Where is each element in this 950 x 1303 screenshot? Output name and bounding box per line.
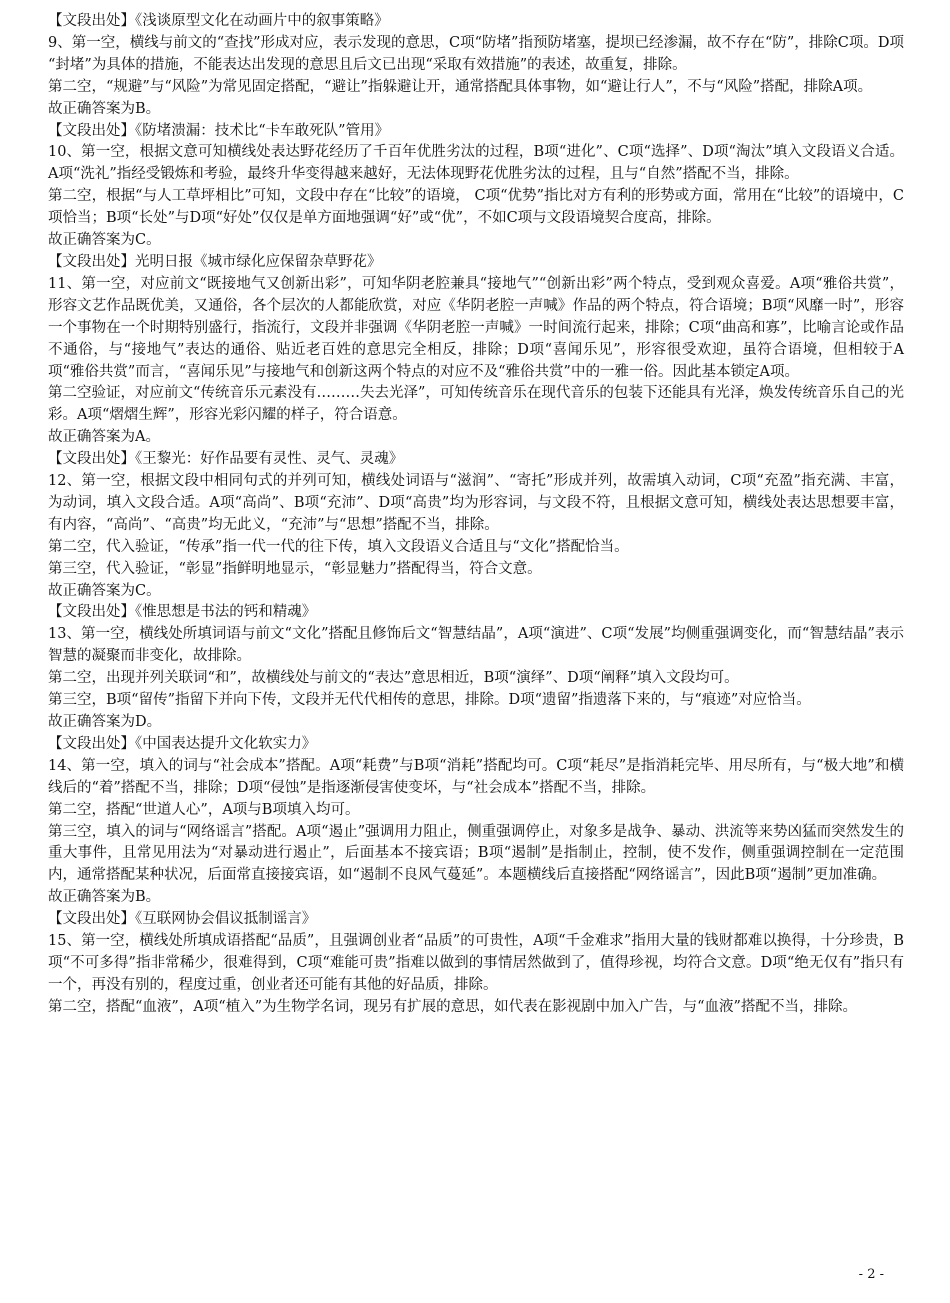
answer-conclusion: 故正确答案为D。 xyxy=(48,714,162,730)
answer-conclusion: 故正确答案为B。 xyxy=(48,100,161,117)
source-line: 【文段出处】《中国表达提升文化软实力》 xyxy=(48,735,317,752)
answer-conclusion: 故正确答案为B。 xyxy=(48,889,161,906)
answer-explanation: 第二空，搭配“世道人心”，A项与B项填入均可。 xyxy=(48,801,360,818)
answer-conclusion: 故正确答案为A。 xyxy=(48,429,160,446)
answer-explanation: 14、第一空，填入的词与“社会成本”搭配。A项“耗费”与B项“消耗”搭配均可。C项“耗尽”是指消耗完毕、用尽所有，与“极大地”和横线后的“着”搭配不当，排除；D项“侵蚀”是指逐渐侵害使变坏，与“社会成本”搭配不当，排除。 xyxy=(48,757,904,796)
source-line: 【文段出处】《王黎光：好作品要有灵性、灵气、灵魂》 xyxy=(48,451,404,468)
source-line: 【文段出处】《浅谈原型文化在动画片中的叙事策略》 xyxy=(48,13,389,29)
answer-explanation: 15、第一空，横线处所填成语搭配“品质”，且强调创业者“品质”的可贵性，A项“千金难求”指用大量的钱财都难以换得，十分珍贵，B项“不可多得”指非常稀少，很难得到，C项“难能可贵”指难以做到的事情居然做到了，值得珍视，均符合文意。D项“绝无仅有”指只有一个，再没有别的，程度过重，创业者还可能有其他的好品质，排除。 xyxy=(48,933,904,993)
source-line: 【文段出处】《互联网协会倡议抵制谣言》 xyxy=(48,911,317,928)
answer-explanation: 第三空，代入验证，“彰显”指鲜明地显示，“彰显魅力”搭配得当，符合文意。 xyxy=(48,560,542,577)
page-number: - 2 - xyxy=(858,1267,884,1282)
source-line: 【文段出处】《防堵溃漏：技术比“卡车敢死队”管用》 xyxy=(48,122,390,139)
answer-explanation: 第二空，代入验证，“传承”指一代一代的往下传，填入文段语义合适且与“文化”搭配恰当。 xyxy=(48,538,629,555)
answer-explanation: 13、第一空，横线处所填词语与前文“文化”搭配且修饰后文“智慧结晶”，A项“演进”、C项“发展”均侧重强调变化，而“智慧结晶”表示智慧的凝聚而非变化，故排除。 xyxy=(48,626,904,665)
answer-explanation: 第二空，根据“与人工草坪相比”可知，文段中存在“比较”的语境， C项“优势”指比对方有利的形势或方面，常用在“比较”的语境中，C项恰当；B项“长处”与D项“好处”仅仅是单方面地强调“好”或“优”，不如C项与文段语境契合度高，排除。 xyxy=(48,188,904,227)
answer-explanation: 第二空，搭配“血液”，A项“植入”为生物学名词，现另有扩展的意思，如代表在影视剧中加入广告，与“血液”搭配不当，排除。 xyxy=(48,998,857,1015)
answer-explanation: 9、第一空，横线与前文的“查找”形成对应，表示发现的意思，C项“防堵”指预防堵塞，提坝已经渗漏，故不存在“防”，排除C项。D项 “封堵”为具体的措施，不能表达出发现的意思且后文已出现“采取有效措施”的表述，故重复，排除。 xyxy=(48,34,905,73)
answer-explanation: 11、第一空，对应前文“既接地气又创新出彩”，可知华阴老腔兼具“接地气”“创新出彩”两个特点，受到观众喜爱。A项“雅俗共赏”，形容文艺作品既优美，又通俗，各个层次的人都能欣赏，对应《华阴老腔一声喊》作品的两个特点，符合语境；B项“风靡一时”，形容一个事物在一个时期特别盛行，指流行，文段并非强调《华阴老腔一声喊》一时间流行起来，排除；C项“曲高和寡”，比喻言论或作品不通俗，与“接地气”表达的通俗、贴近老百姓的意思完全相反，排除；D项“喜闻乐见”，形容很受欢迎，虽符合语境，但相较于A项“雅俗共赏”而言，“喜闻乐见”与接地气和创新这两个特点的对应不及“雅俗共赏”中的一雅一俗。因此基本锁定A项。 xyxy=(48,275,904,380)
answer-conclusion: 故正确答案为C。 xyxy=(48,582,161,599)
answer-explanation: 第三空，B项“留传”指留下并向下传，文段并无代代相传的意思，排除。D项“遗留”指遗落下来的，与“痕迹”对应恰当。 xyxy=(48,692,811,709)
answer-explanation: 12、第一空，根据文段中相同句式的并列可知，横线处词语与“滋润”、“寄托”形成并列，故需填入动词，C项“充盈”指充满、丰富，为动词，填入文段合适。A项“高尚”、B项“充沛”、D项“高贵”均为形容词，与文段不符，且根据文意可知，横线处表达思想要丰富，有内容，“高尚”、“高贵”均无此义，“充沛”与“思想”搭配不当，排除。 xyxy=(48,473,904,533)
answer-explanation: 10、第一空，根据文意可知横线处表达野花经历了千百年优胜劣汰的过程，B项“进化”、C项“选择”、D项“淘汰”填入文段语义合适。A项“洗礼”指经受锻炼和考验，最终升华变得越来越好，无法体现野花优胜劣汰的过程，且与“自然”搭配不当，排除。 xyxy=(48,144,904,183)
source-line: 【文段出处】光明日报《城市绿化应保留杂草野花》 xyxy=(48,253,382,270)
answer-explanation: 第三空，填入的词与“网络谣言”搭配。A项“遏止”强调用力阻止，侧重强调停止，对象多是战争、暴动、洪流等来势凶猛而突然发生的重大事件，且常见用法为“对暴动进行遏止”，后面基本不接宾语；B项“遏制”是指制止，控制，使不发作，侧重强调控制在一定范围内，通常搭配某种状况，后面常直接接宾语，如“遏制不良风气蔓延”。本题横线后直接搭配“网络谣言”，因此B项“遏制”更加准确。 xyxy=(48,823,904,884)
answer-explanation: 第二空，出现并列关联词“和”，故横线处与前文的“表达”意思相近，B项“演绎”、D项“阐释”填入文段均可。 xyxy=(48,670,739,687)
answer-explanation: 第二空验证，对应前文“传统音乐元素没有………失去光泽”，可知传统音乐在现代音乐的包装下还能具有光泽，焕发传统音乐自己的光彩。A项“熠熠生辉”，形容光彩闪耀的样子，符合语意。 xyxy=(48,385,904,424)
source-line: 【文段出处】《惟思想是书法的钙和精魂》 xyxy=(48,604,317,621)
answer-explanation: 第二空，“规避”与“风险”为常见固定搭配，“避让”指躲避让开，通常搭配具体事物，如“避让行人”，不与“风险”搭配，排除A项。 xyxy=(48,78,873,95)
answer-conclusion: 故正确答案为C。 xyxy=(48,232,161,249)
